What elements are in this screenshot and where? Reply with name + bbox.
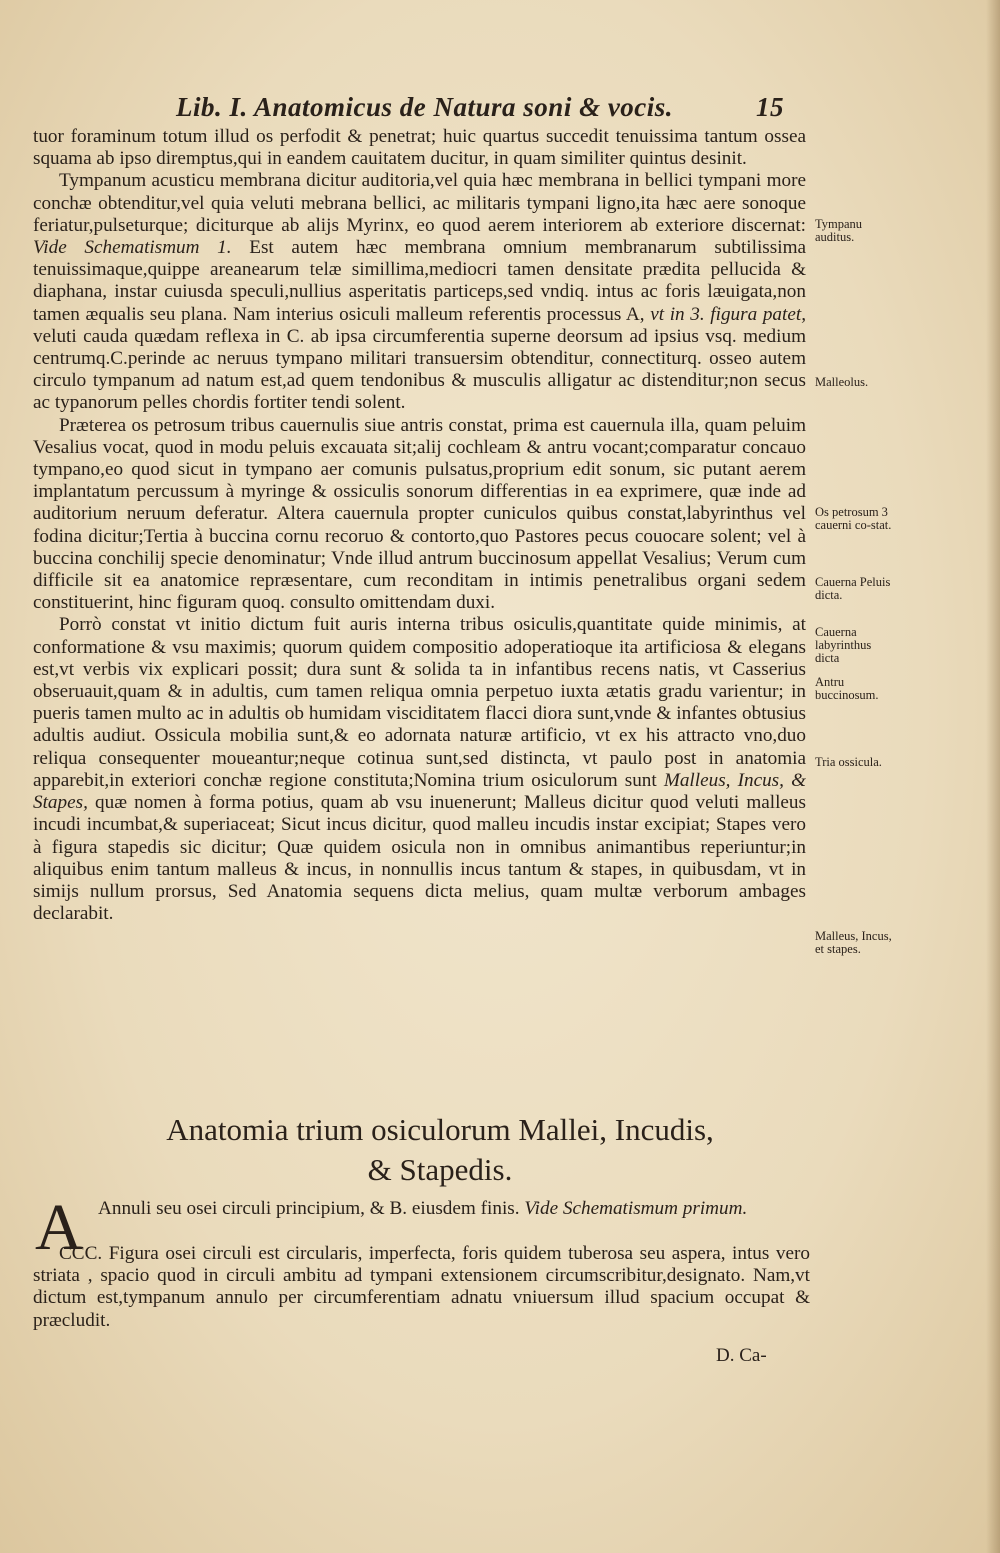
paragraph <box>33 614 806 925</box>
section-title <box>100 1110 780 1190</box>
paragraph-text: quæ nomen à forma potius, quam ab vsu inuenerunt; Malleus dicitur quod veluti malleus incudi incumbat,& superiaceat; Sicut incus dicitur, quod malleu incudis instar excipiat; Stapes vero à figura stapedis sic dicitur; Quæ quidem osicula non in omnibus animantibus reperiuntur;in aliquibus enim tantum malleus & incus, in nonnullis incus tantum & stapes, in quibusdam, vt in simijs nullum prorsus, Sed Anatomia sequens dicta melius, quam multæ verborum ambages declarabit. <box>33 792 806 925</box>
paragraph <box>33 126 806 170</box>
paragraph-text: tuor foraminum totum illud os perfodit & penetrat; huic quartus succedit tenuissima tantum ossea squama ab ipso diremptus,qui in eandem cauitatem ducitur, in quam similiter quintus desinit. <box>33 126 806 170</box>
legend-text: Annuli seu osei circuli principium, & B. eiusdem finis. <box>98 1198 520 1219</box>
drop-cap: A <box>35 1191 83 1264</box>
figure-reference: vt in 3. figura patet, <box>650 303 806 325</box>
section-title-line: Anatomia trium osiculorum Mallei, Incudis, <box>166 1112 714 1147</box>
margin-note: Malleolus. <box>815 375 869 389</box>
margin-note: Tria ossicula. <box>815 755 882 769</box>
margin-note: Cauerna labyrinthus dicta <box>815 625 872 665</box>
catchword: D. Ca- <box>716 1345 767 1366</box>
paragraph-text: Porrò constat vt initio dictum fuit auris interna tribus osiculis,quantitate quide minimis, at conformatione & vsu maximis; quorum quidem compositio adoperatioque ita artificiosa & elegans est,vt verbis vix explicari possit; dura sunt & solida ta in infantibus recens natis, vt Casserius obseruauit,quam & in adultis, cum tamen reliqua omnia perpetuo iuxta ætatis gradu varientur; in pueris tamen multo ac in adultis ob humidam visciditatem flacci diora sunt,vnde & infantes obtusius adultis audiut. Ossicula mobilia sunt,& eo adornata naturæ artificio, vt ex his attracto vno,duo reliqua consequenter moueantur;neque cotinua sunt,sed distincta, vt paulo post in anatomia apparebit,in exteriori conchæ regione constituta;Nomina trium osiculorum sunt <box>33 614 806 791</box>
margin-note: Antru buccinosum. <box>815 675 879 702</box>
figure-reference: Vide Schematismum 1. <box>33 237 232 259</box>
section-paragraph <box>33 1243 810 1332</box>
paragraph-text: Tympanum acusticu membrana dicitur auditoria,vel quia hæc membrana in bellici tympani more conchæ obtenditur,vel quia veluti mebrana bellici, ac militaris tympani ligno,ita hæc aere sonoque feriatur,pulseturque; diciturque ab alijs Myrinx, eo quod aerem interiorem ab exteriore discernat: <box>33 170 806 236</box>
section-title-line: & Stapedis. <box>367 1152 513 1187</box>
margin-note: Cauerna Peluis dicta. <box>815 575 891 602</box>
figure-legend-line <box>98 1198 810 1220</box>
paragraph-text: Præterea os petrosum tribus cauernulis siue antris constat, prima est cauernula illa, quam peluim Vesalius vocat, quod in modu peluis excauata sit;alij cochleam & antru vocant;comparatur concauo tympano,eo quod sicut in tympano aer comunis pulsatus,proprium edit sonum, sic putant aerem implantatum percussum à myringe & ossiculis sonorum differentias in ea exprimere, quæ inde ad auditorium neruum deferatur. Altera cauernula propter cuniculos quibus constat,labyrinthus vel fodina dicitur;Tertia à buccina cornu recoruo & contorto,quo Pastores pecus couocare solent; vel à buccina conchilij specie denominatur; Vnde illud antrum buccinosum appellat Vesalius; Verum cum difficile sit ea anatomice repræsentare, cum reconditam in intimis penetralibus organi sedem constituerint, hinc figuram quoq. consulto omittendam duxi. <box>33 414 806 614</box>
ossicle-names: Malleus, Incus, & Stapes, <box>33 769 806 814</box>
figure-reference: Vide Schematismum primum. <box>524 1198 748 1219</box>
paragraph-text: CCC. Figura osei circuli est circularis, imperfecta, foris quidem tuberosa seu aspera, intus vero striata , spacio quod in circuli ambitu ad tympani extensionem circumscribitur,designato. Nam,vt dictum est,tympanum annulo per circumferentiam adnatu vniuersum illud spacium occupat & præcludit. <box>33 1243 810 1331</box>
margin-note: Tympanu auditus. <box>815 217 863 244</box>
margin-note: Malleus, Incus, et stapes. <box>815 929 892 956</box>
paragraph-text: veluti cauda quædam reflexa in C. ab ipsa circumferentia superne deorsum ad ipsius vsq. medium centrumq.C.perinde ac neruus tympano militari transuersim obtenditur, connectiturq. osseo autem circulo tympanum ad natum est,ad quem tendonibus & musculis alligatur ac distenditur;non secus ac typanorum pelles chordis fortiter tendi solent. <box>33 325 806 414</box>
paragraph <box>33 170 806 414</box>
margin-note: Os petrosum 3 cauerni co-stat. <box>815 505 892 532</box>
running-title: Lib. I. Anatomicus de Natura soni & vocis. <box>176 92 674 122</box>
paragraph <box>33 415 806 615</box>
page-edge-shadow <box>986 0 1000 1553</box>
page-number: 15 <box>756 92 784 122</box>
main-text <box>33 126 806 925</box>
paragraph-text: Est autem hæc membrana omnium membranarum subtilissima tenuissimaque,quippe areanearum telæ simillima,mediocri tamen densitate prædita pellucida & diaphana, instar cuiusda speculi,nullius asperitatis particeps,sed vndiq. intus ac foris læuigata,non tamen æqualis seu plana. Nam interius osiculi malleum referentis processus A, <box>33 237 807 325</box>
